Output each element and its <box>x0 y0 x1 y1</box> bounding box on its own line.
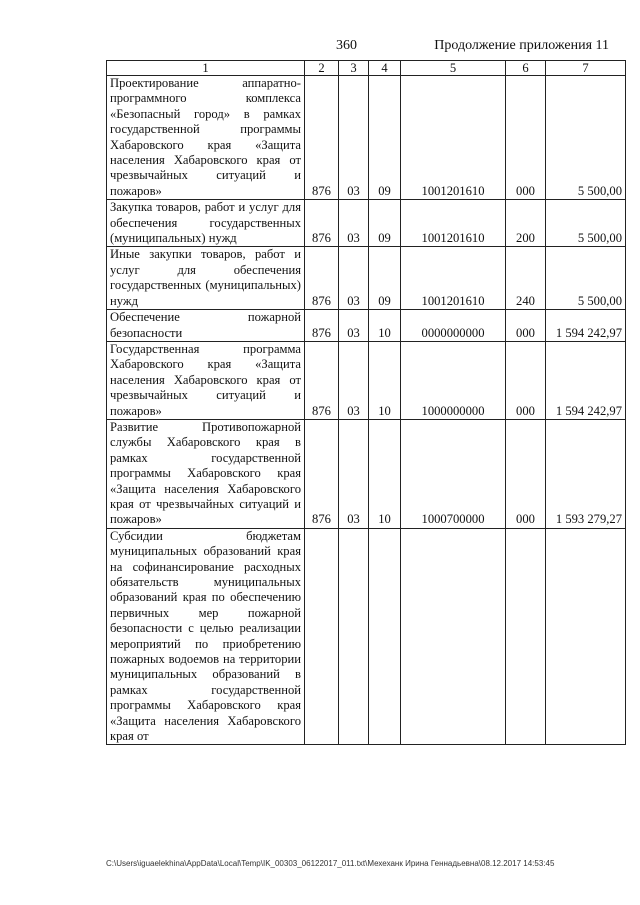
budget-table <box>106 60 626 745</box>
row-description: Развитие Противопожарной службы Хабаровского края в рамках государственной программы Хабаровского края «Защита населения Хабаровского края от чрезвычайных ситуаций и пожаров» <box>107 419 305 528</box>
cell-target-article: 0000000000 <box>401 310 506 342</box>
cell-target-article: 1001201610 <box>401 76 506 200</box>
cell-target-article: 1000700000 <box>401 419 506 528</box>
cell-amount <box>546 528 626 745</box>
cell-admin-code: 876 <box>305 419 339 528</box>
row-description: Иные закупки товаров, работ и услуг для обеспечения государственных (муниципальных) нужд <box>107 247 305 310</box>
cell-section: 03 <box>339 310 369 342</box>
table-row <box>107 310 626 342</box>
cell-target-article: 1000000000 <box>401 341 506 419</box>
cell-expense-type <box>506 528 546 745</box>
cell-expense-type: 000 <box>506 310 546 342</box>
cell-amount: 1 593 279,27 <box>546 419 626 528</box>
cell-subsection: 10 <box>369 419 401 528</box>
cell-section: 03 <box>339 200 369 247</box>
page-number: 360 <box>336 38 357 53</box>
cell-section: 03 <box>339 247 369 310</box>
cell-section: 03 <box>339 419 369 528</box>
table-row <box>107 200 626 247</box>
cell-admin-code: 876 <box>305 200 339 247</box>
cell-expense-type: 000 <box>506 341 546 419</box>
cell-admin-code: 876 <box>305 310 339 342</box>
cell-amount: 1 594 242,97 <box>546 341 626 419</box>
cell-section <box>339 528 369 745</box>
continuation-note: Продолжение приложения 11 <box>434 38 609 53</box>
col-header-5: 5 <box>401 61 506 76</box>
cell-subsection: 09 <box>369 200 401 247</box>
cell-target-article: 1001201610 <box>401 200 506 247</box>
col-header-1: 1 <box>107 61 305 76</box>
cell-expense-type: 200 <box>506 200 546 247</box>
table-row <box>107 419 626 528</box>
cell-subsection: 09 <box>369 247 401 310</box>
cell-amount: 5 500,00 <box>546 76 626 200</box>
cell-expense-type: 240 <box>506 247 546 310</box>
row-description: Субсидии бюджетам муниципальных образований края на софинансирование расходных обязательств муниципальных образований края по обеспечению первичных мер пожарной безопасности с целью реализации мероприятий по приобретению пожарных водоемов на территории муниципальных образований в рамках государственной программы Хабаровского края «Защита населения Хабаровского края от <box>107 528 305 745</box>
cell-expense-type: 000 <box>506 76 546 200</box>
column-number-row <box>107 61 626 76</box>
col-header-2: 2 <box>305 61 339 76</box>
col-header-4: 4 <box>369 61 401 76</box>
col-header-6: 6 <box>506 61 546 76</box>
cell-target-article: 1001201610 <box>401 247 506 310</box>
table-row <box>107 247 626 310</box>
cell-admin-code: 876 <box>305 341 339 419</box>
cell-amount: 5 500,00 <box>546 200 626 247</box>
col-header-7: 7 <box>546 61 626 76</box>
cell-admin-code: 876 <box>305 76 339 200</box>
row-description: Проектирование аппаратно-программного комплекса «Безопасный город» в рамках государственной программы Хабаровского края «Защита населения Хабаровского края от чрезвычайных ситуаций и пожаров» <box>107 76 305 200</box>
table-row <box>107 528 626 745</box>
row-description: Обеспечение пожарной безопасности <box>107 310 305 342</box>
cell-expense-type: 000 <box>506 419 546 528</box>
row-description: Закупка товаров, работ и услуг для обеспечения государственных (муниципальных) нужд <box>107 200 305 247</box>
cell-admin-code: 876 <box>305 247 339 310</box>
cell-section: 03 <box>339 76 369 200</box>
cell-subsection <box>369 528 401 745</box>
cell-subsection: 10 <box>369 310 401 342</box>
cell-amount: 5 500,00 <box>546 247 626 310</box>
cell-admin-code <box>305 528 339 745</box>
cell-subsection: 10 <box>369 341 401 419</box>
table-row <box>107 76 626 200</box>
row-description: Государственная программа Хабаровского края «Защита населения Хабаровского края от чрезвычайных ситуаций и пожаров» <box>107 341 305 419</box>
cell-amount: 1 594 242,97 <box>546 310 626 342</box>
table-row <box>107 341 626 419</box>
cell-section: 03 <box>339 341 369 419</box>
col-header-3: 3 <box>339 61 369 76</box>
cell-subsection: 09 <box>369 76 401 200</box>
cell-target-article <box>401 528 506 745</box>
file-path-footer: C:\Users\iguaelekhina\AppData\Local\Temp\IK_00303_06122017_011.txt\Мехеханк Ирина Геннадьевна\08.12.2017 14:53:45 <box>106 859 555 868</box>
